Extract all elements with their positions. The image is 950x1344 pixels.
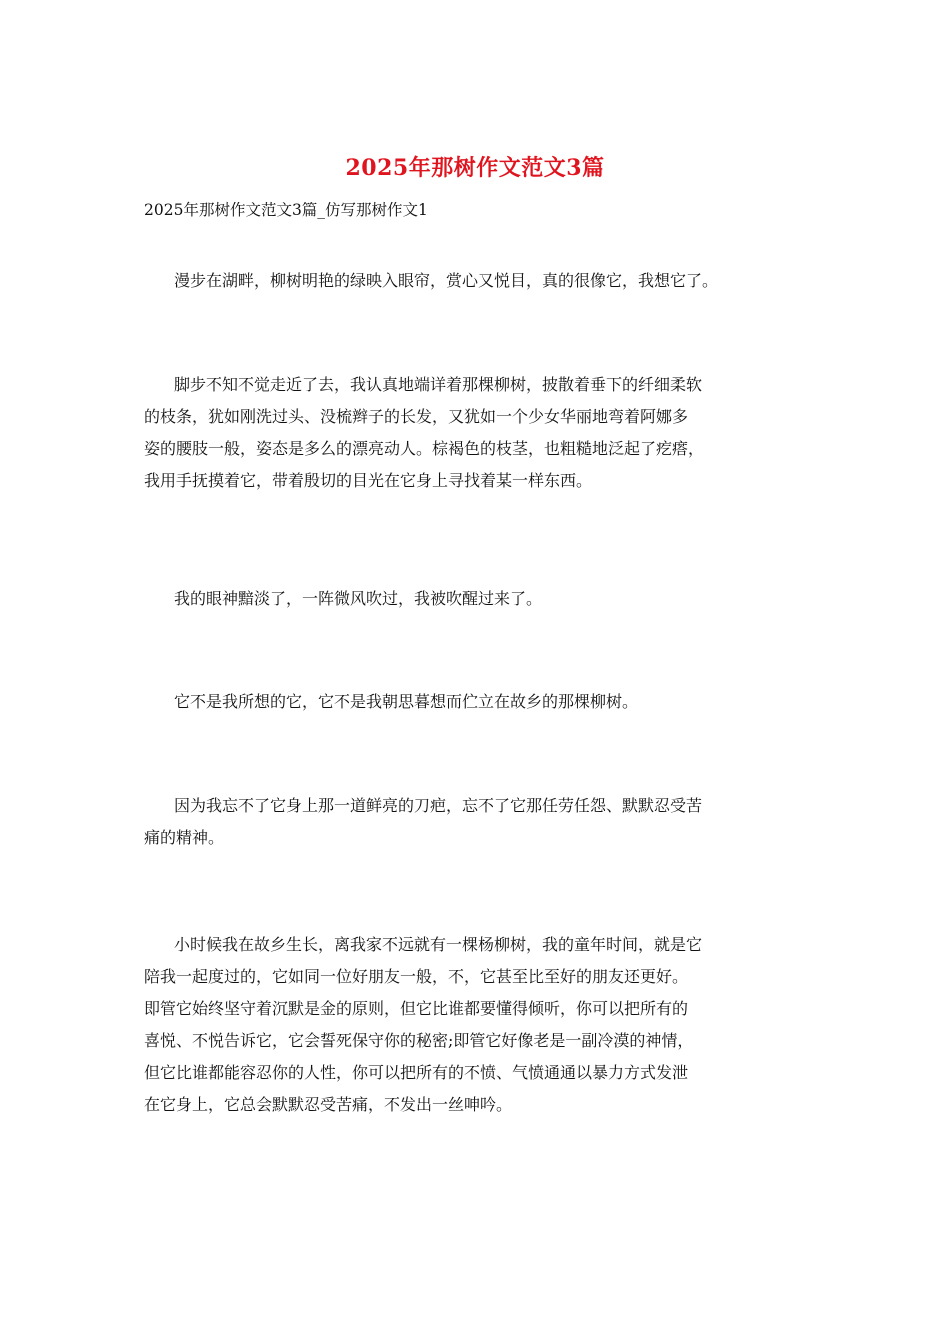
paragraph-line: 我的眼神黯淡了，一阵微风吹过，我被吹醒过来了。	[174, 589, 543, 608]
paragraph-2	[144, 369, 824, 497]
paragraph-line: 我用手抚摸着它，带着殷切的目光在它身上寻找着某一样东西。	[144, 471, 593, 490]
paragraph-line: 喜悦、不悦告诉它，它会誓死保守你的秘密;即管它好像老是一副冷漠的神情，	[144, 1031, 694, 1050]
paragraph-line: 但它比谁都能容忍你的人性，你可以把所有的不愤、气愤通通以暴力方式发泄	[144, 1063, 689, 1082]
paragraph-line: 它不是我所想的它，它不是我朝思暮想而伫立在故乡的那棵柳树。	[174, 692, 639, 711]
paragraph-line: 的枝条，犹如刚洗过头、没梳辫子的长发，又犹如一个少女华丽地弯着阿娜多	[144, 407, 689, 426]
paragraph-6	[144, 929, 824, 1121]
paragraph-line: 脚步不知不觉走近了去，我认真地端详着那棵柳树，披散着垂下的纤细柔软	[174, 375, 703, 394]
paragraph-5	[144, 790, 824, 854]
document-title: 2025年那树作文范文3篇	[345, 155, 605, 181]
paragraph-line: 痛的精神。	[144, 828, 225, 847]
paragraph-line: 小时候我在故乡生长，离我家不远就有一棵杨柳树，我的童年时间，就是它	[174, 935, 703, 954]
paragraph-1	[144, 265, 824, 297]
paragraph-3	[144, 583, 824, 615]
paragraph-line: 因为我忘不了它身上那一道鲜亮的刀疤，忘不了它那任劳任怨、默默忍受苦	[174, 796, 703, 815]
paragraph-line: 陪我一起度过的，它如同一位好朋友一般，不，它甚至比至好的朋友还更好。	[144, 967, 689, 986]
paragraph-line: 在它身上，它总会默默忍受苦痛，不发出一丝呻吟。	[144, 1095, 513, 1114]
document-subtitle: 2025年那树作文范文3篇_仿写那树作文1	[144, 201, 428, 219]
paragraph-line: 漫步在湖畔，柳树明艳的绿映入眼帘，赏心又悦目，真的很像它，我想它了。	[174, 271, 719, 290]
paragraph-4	[144, 686, 824, 718]
paragraph-line: 即管它始终坚守着沉默是金的原则，但它比谁都要懂得倾听，你可以把所有的	[144, 999, 689, 1018]
paragraph-line: 姿的腰肢一般，姿态是多么的漂亮动人。棕褐色的枝茎，也粗糙地泛起了疙瘩，	[144, 439, 705, 458]
